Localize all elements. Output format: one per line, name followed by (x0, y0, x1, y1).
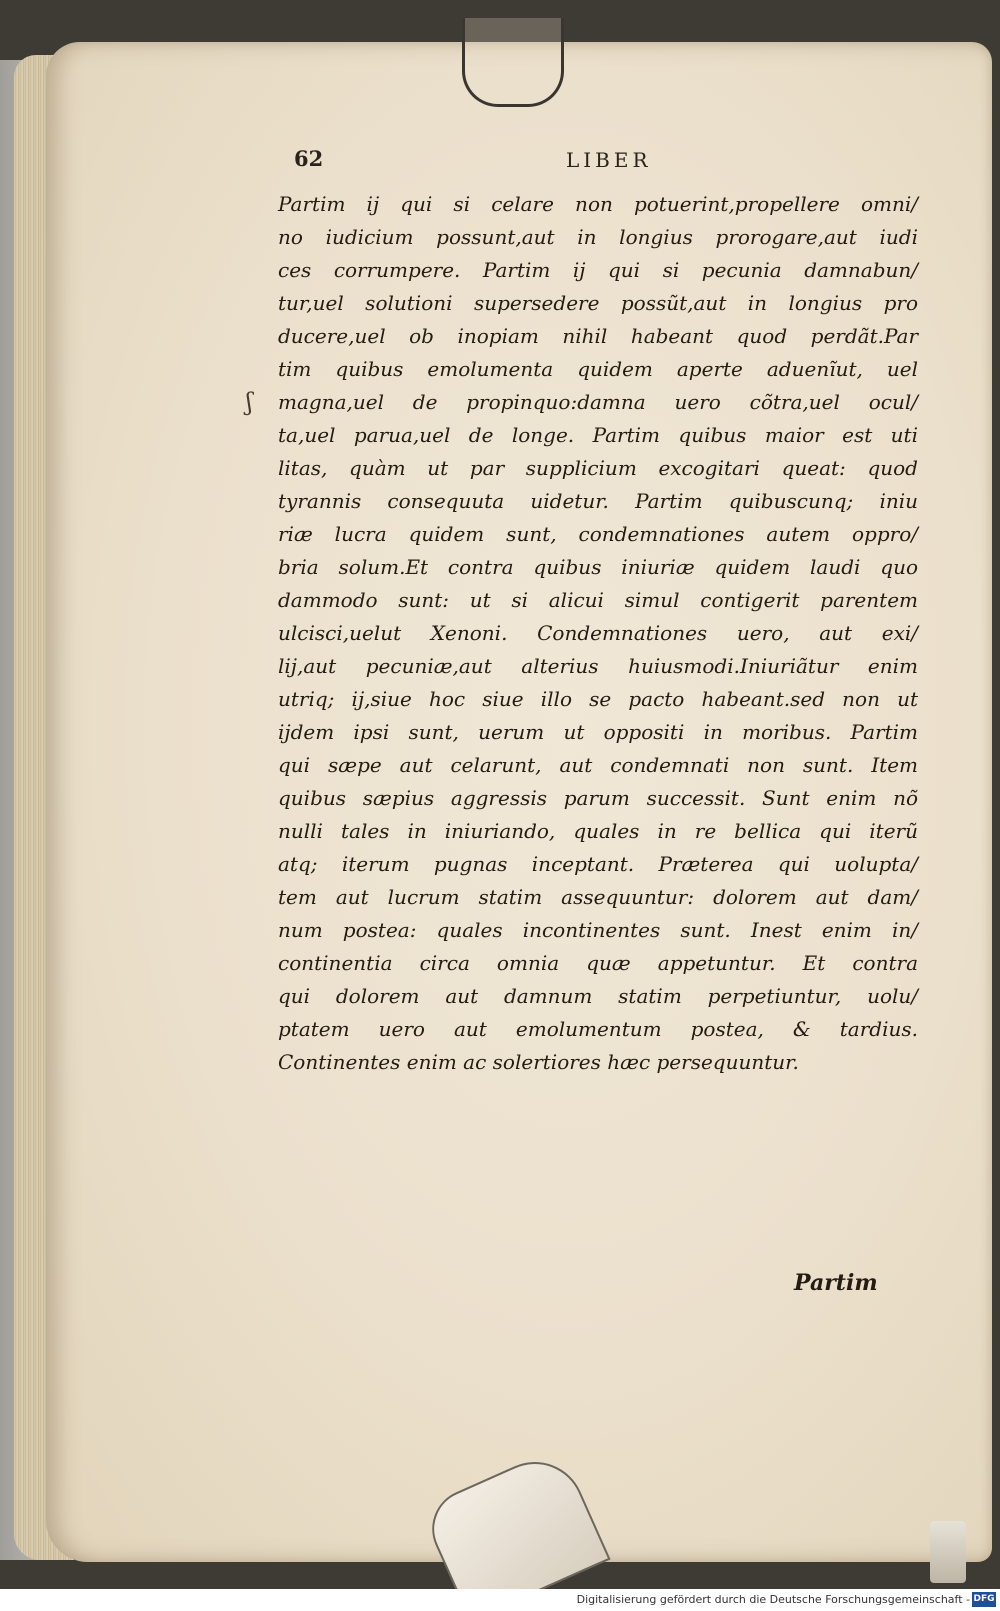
text-line: qui dolorem aut damnum statim perpetiuntur, uolu/ (278, 984, 918, 1008)
text-line: tyrannis consequuta uidetur. Partim quibuscunq; iniu (278, 489, 918, 513)
text-line: nulli tales in iniuriando, quales in re bellica qui iterũ (278, 819, 918, 843)
text-line: quibus sæpius aggressis parum successit. Sunt enim nõ (278, 786, 918, 810)
footer-bar (0, 1589, 1000, 1611)
text-line: ces corrumpere. Partim ij qui si pecunia damnabun/ (278, 258, 918, 282)
text-line: ducere,uel ob inopiam nihil habeant quod perdãt.Par (278, 324, 918, 348)
catchword: Partim (794, 1270, 878, 1296)
margin-mark-icon: ʃ (246, 388, 253, 416)
text-line: Partim ij qui si celare non potuerint,propellere omni/ (278, 192, 918, 216)
folio-number: 62 (294, 146, 324, 171)
text-line: tem aut lucrum statim assequuntur: dolorem aut dam/ (278, 885, 918, 909)
text-line: litas, quàm ut par supplicium excogitari queat: quod (278, 456, 918, 480)
text-line: ta,uel parua,uel de longe. Partim quibus maior est uti (278, 423, 918, 447)
text-line: tur,uel solutioni supersedere possũt,aut in longius pro (278, 291, 918, 315)
shelf-label (930, 1521, 966, 1583)
text-line: qui sæpe aut celarunt, aut condemnati non sunt. Item (278, 753, 918, 777)
text-line: tim quibus emolumenta quidem aperte aduenĩut, uel (278, 357, 918, 381)
text-line: ijdem ipsi sunt, uerum ut oppositi in moribus. Partim (278, 720, 918, 744)
text-line: bria solum.Et contra quibus iniuriæ quidem laudi quo (278, 555, 918, 579)
dfg-logo-icon: DFG (972, 1592, 996, 1607)
page-header (0, 146, 1000, 176)
text-line: ulcisci,uelut Xenoni. Condemnationes uero, aut exi/ (278, 621, 918, 645)
running-head: LIBER (566, 148, 652, 172)
bookmark-top (462, 18, 564, 107)
text-line: num postea: quales incontinentes sunt. Inest enim in/ (278, 918, 918, 942)
footer-credit: Digitalisierung gefördert durch die Deutsche Forschungsgemeinschaft - (576, 1593, 970, 1606)
text-line: Continentes enim ac solertiores hæc persequuntur. (278, 1050, 799, 1074)
body-text (278, 188, 918, 1079)
text-line: magna,uel de propinquo:damna uero cõtra,uel ocul/ (278, 390, 918, 414)
text-line: ptatem uero aut emolumentum postea, & tardius. (278, 1017, 918, 1041)
text-line: utriq; ij,siue hoc siue illo se pacto habeant.sed non ut (278, 687, 918, 711)
text-line: dammodo sunt: ut si alicui simul contigerit parentem (278, 588, 918, 612)
text-line: lij,aut pecuniæ,aut alterius huiusmodi.Iniuriãtur enim (278, 654, 918, 678)
text-line: atq; iterum pugnas inceptant. Præterea qui uolupta/ (278, 852, 918, 876)
text-line: riæ lucra quidem sunt, condemnationes autem oppro/ (278, 522, 918, 546)
text-line: continentia circa omnia quæ appetuntur. Et contra (278, 951, 918, 975)
text-line: no iudicium possunt,aut in longius prorogare,aut iudi (278, 225, 918, 249)
